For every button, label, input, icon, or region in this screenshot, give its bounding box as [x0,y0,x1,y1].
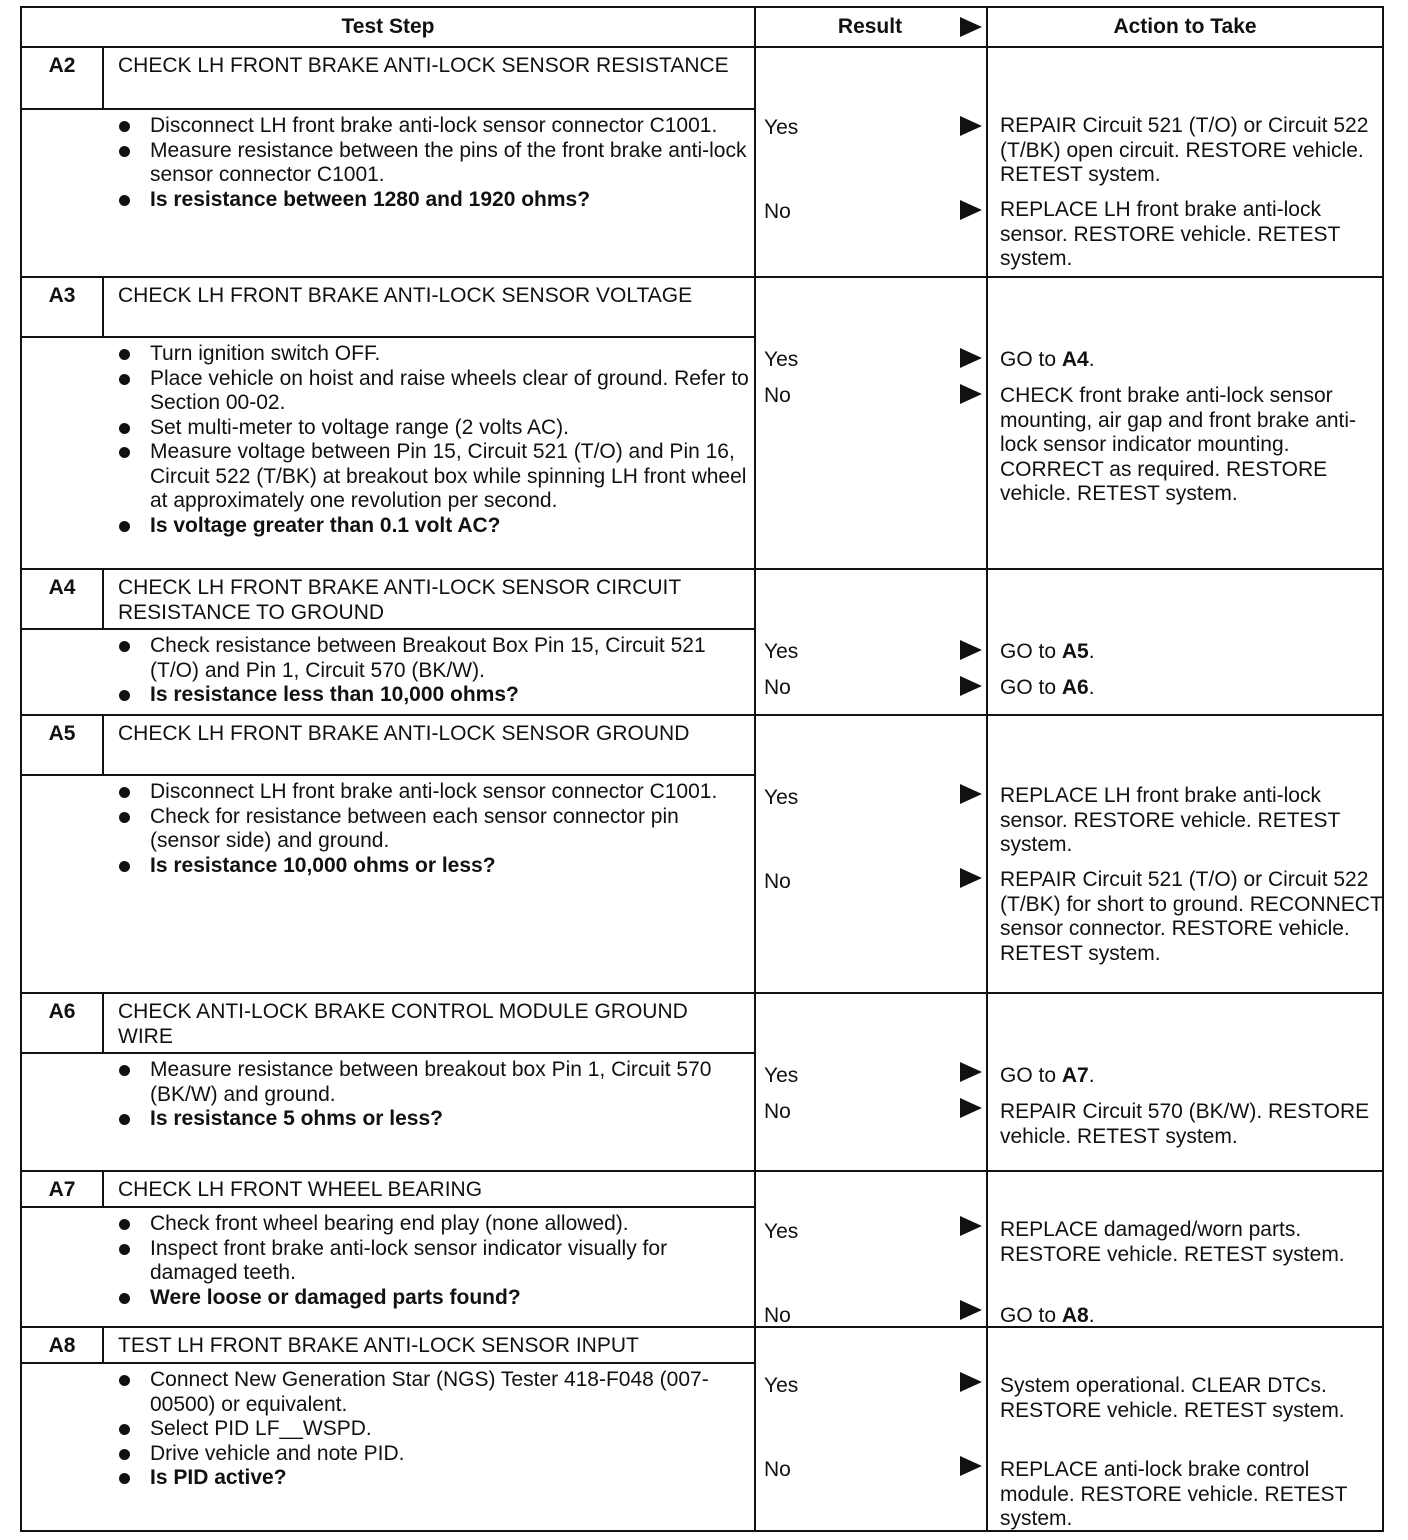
list-item: Set multi-meter to voltage range (2 volts AC). [110,416,750,441]
step-id: A8 [48,1334,76,1357]
arrow-icon [960,868,982,888]
step-id: A5 [48,722,76,745]
action-text: GO to [1000,348,1062,371]
action-yes: GO to A4. [1000,348,1095,371]
arrow-icon [960,116,982,136]
result-yes: Yes [764,348,799,371]
step-title: TEST LH FRONT BRAKE ANTI-LOCK SENSOR INPUT [118,1334,639,1357]
result-yes: Yes [764,1064,799,1087]
arrow-icon [960,676,982,696]
action-text: GO to [1000,676,1062,699]
arrow-icon [960,1062,982,1082]
step-title: CHECK LH FRONT BRAKE ANTI-LOCK SENSOR VOLTAGE [118,284,693,307]
action-text: GO to [1000,1064,1062,1087]
list-item: Inspect front brake anti-lock sensor indicator visually for damaged teeth. [110,1237,750,1286]
step-question: Were loose or damaged parts found? [110,1286,750,1311]
action-yes: GO to A7. [1000,1064,1095,1087]
action-ref: A8 [1061,1304,1089,1327]
action-yes: System operational. CLEAR DTCs. RESTORE vehicle. RETEST system. [1000,1374,1345,1422]
list-item: Place vehicle on hoist and raise wheels clear of ground. Refer to Section 00-02. [110,367,750,416]
title-divider [22,774,754,776]
title-divider [22,1052,754,1054]
step-id: A6 [48,1000,76,1023]
action-yes: GO to A5. [1000,640,1095,663]
arrow-icon [960,200,982,220]
action-text: GO to [1000,1304,1062,1327]
step-bullets [110,1368,750,1491]
step-row-a3 [22,276,1382,568]
step-id-divider [102,276,104,336]
step-question: Is PID active? [110,1466,750,1491]
step-id-divider [102,46,104,108]
action-ref: A6 [1061,676,1089,699]
diagnostic-table [20,6,1384,1532]
action-ref: A4 [1061,348,1089,371]
step-id: A2 [48,54,76,77]
step-id-divider [102,568,104,628]
step-id: A4 [48,576,76,599]
result-no: No [764,200,791,223]
arrow-icon [960,384,982,404]
title-divider [22,1362,754,1364]
step-title: CHECK LH FRONT BRAKE ANTI-LOCK SENSOR RESISTANCE [118,54,729,77]
list-item: Disconnect LH front brake anti-lock sensor connector C1001. [110,114,750,139]
action-no: GO to A8. [1000,1304,1095,1327]
step-row-a7 [22,1170,1382,1326]
action-ref: A5 [1061,640,1089,663]
title-divider [22,336,754,338]
action-no: REPLACE anti-lock brake control module. RESTORE vehicle. RETEST system. [1000,1458,1348,1530]
list-item: Check for resistance between each sensor connector pin (sensor side) and ground. [110,805,750,854]
step-bullets [110,342,750,538]
step-bullets [110,1212,750,1310]
step-title: CHECK LH FRONT BRAKE ANTI-LOCK SENSOR GROUND [118,722,690,745]
action-no: CHECK front brake anti-lock sensor mounting, air gap and front brake anti-lock sensor indicator mounting. CORRECT as required. RESTORE vehicle. RETEST system. [1000,384,1357,505]
title-divider [22,1206,754,1208]
step-title: CHECK LH FRONT WHEEL BEARING [118,1178,483,1201]
list-item: Connect New Generation Star (NGS) Tester 418-F048 (007-00500) or equivalent. [110,1368,750,1417]
list-item: Select PID LF__WSPD. [110,1417,750,1442]
step-id-divider [102,992,104,1052]
result-yes: Yes [764,116,799,139]
header-result: Result [837,14,903,38]
step-id: A3 [48,284,76,307]
header-test-step: Test Step [341,14,435,38]
list-item: Drive vehicle and note PID. [110,1442,750,1467]
list-item: Check front wheel bearing end play (none allowed). [110,1212,750,1237]
step-question: Is resistance 5 ohms or less? [110,1107,750,1132]
list-item: Check resistance between Breakout Box Pin 15, Circuit 521 (T/O) and Pin 1, Circuit 570 (BK/W). [110,634,750,683]
result-no: No [764,1304,791,1327]
result-no: No [764,870,791,893]
action-no: REPAIR Circuit 521 (T/O) or Circuit 522 (T/BK) for short to ground. RECONNECT sensor connector. RESTORE vehicle. RETEST system. [1000,868,1383,965]
step-row-a2 [22,46,1382,276]
step-question: Is voltage greater than 0.1 volt AC? [110,514,750,539]
list-item: Measure voltage between Pin 15, Circuit 521 (T/O) and Pin 16, Circuit 522 (T/BK) at breakout box while spinning LH front wheel at approximately one revolution per second. [110,440,750,514]
step-bullets [110,780,750,878]
list-item: Measure resistance between breakout box Pin 1, Circuit 570 (BK/W) and ground. [110,1058,750,1107]
step-row-a4 [22,568,1382,714]
action-yes: REPLACE damaged/worn parts. RESTORE vehicle. RETEST system. [1000,1218,1345,1266]
arrow-icon [960,1456,982,1476]
list-item: Measure resistance between the pins of the front brake anti-lock sensor connector C1001. [110,139,750,188]
result-yes: Yes [764,1220,799,1243]
step-question: Is resistance less than 10,000 ohms? [110,683,750,708]
header-action: Action to Take [1113,14,1257,38]
action-no: REPLACE LH front brake anti-lock sensor. RESTORE vehicle. RETEST system. [1000,198,1341,270]
arrow-icon [960,1300,982,1320]
title-divider [22,628,754,630]
step-id: A7 [48,1178,76,1201]
step-row-a6 [22,992,1382,1170]
header-arrow-icon [960,17,982,37]
result-no: No [764,1100,791,1123]
result-yes: Yes [764,1374,799,1397]
result-yes: Yes [764,640,799,663]
step-row-a8 [22,1326,1382,1532]
step-title: CHECK LH FRONT BRAKE ANTI-LOCK SENSOR CIRCUIT RESISTANCE TO GROUND [118,576,681,624]
action-text: GO to [1000,640,1062,663]
step-row-a5 [22,714,1382,992]
arrow-icon [960,1098,982,1118]
arrow-icon [960,1372,982,1392]
arrow-icon [960,784,982,804]
arrow-icon [960,1216,982,1236]
title-divider [22,108,754,110]
step-id-divider [102,1170,104,1206]
list-item: Disconnect LH front brake anti-lock sensor connector C1001. [110,780,750,805]
result-no: No [764,384,791,407]
action-yes: REPAIR Circuit 521 (T/O) or Circuit 522 (T/BK) open circuit. RESTORE vehicle. RETEST system. [1000,114,1369,186]
result-no: No [764,676,791,699]
step-id-divider [102,714,104,774]
step-bullets [110,634,750,708]
step-question: Is resistance between 1280 and 1920 ohms? [110,188,750,213]
result-no: No [764,1458,791,1481]
list-item: Turn ignition switch OFF. [110,342,750,367]
step-question: Is resistance 10,000 ohms or less? [110,854,750,879]
step-bullets [110,1058,750,1132]
arrow-icon [960,640,982,660]
result-yes: Yes [764,786,799,809]
action-no: GO to A6. [1000,676,1095,699]
action-yes: REPLACE LH front brake anti-lock sensor. RESTORE vehicle. RETEST system. [1000,784,1341,856]
action-no: REPAIR Circuit 570 (BK/W). RESTORE vehicle. RETEST system. [1000,1100,1370,1148]
arrow-icon [960,348,982,368]
step-title: CHECK ANTI-LOCK BRAKE CONTROL MODULE GROUND WIRE [118,1000,688,1048]
step-bullets [110,114,750,212]
step-id-divider [102,1326,104,1362]
action-ref: A7 [1061,1064,1089,1087]
